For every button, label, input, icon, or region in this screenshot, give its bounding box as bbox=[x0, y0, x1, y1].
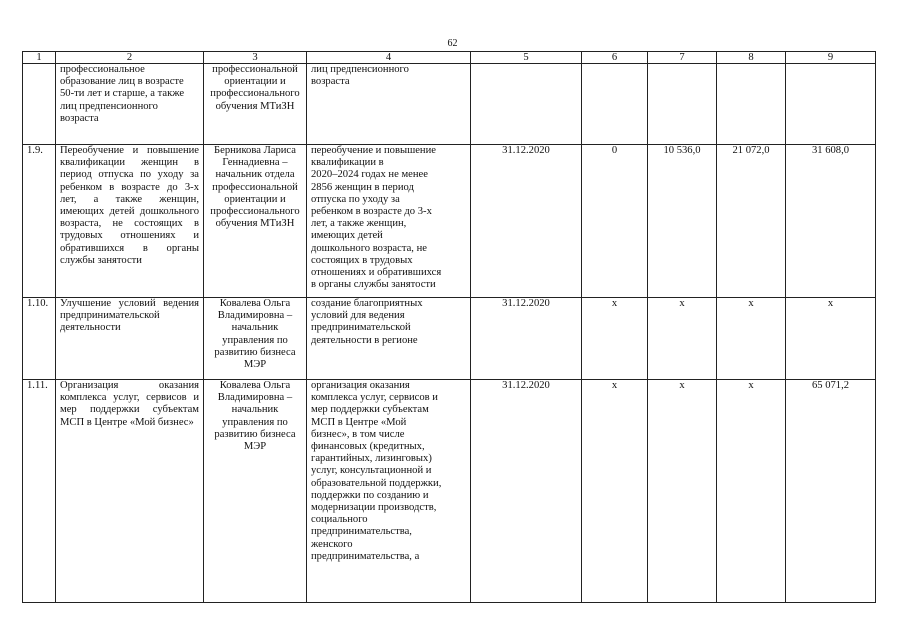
expected-result: организация оказания комплекса услуг, сервисов и мер поддержки субъектам МСП в Центре «Мой бизнес», в том числе финансовых (кредитных, гарантийных, лизинговых) услуг, консультационной и образовательной поддержки, поддержки по созданию и модернизации производств, социального предпринимательства, женского предпринимательства, а bbox=[307, 380, 471, 603]
page-number: 62 bbox=[447, 38, 458, 49]
header-cell: 9 bbox=[786, 52, 876, 64]
row-number: 1.11. bbox=[23, 380, 56, 603]
header-cell: 5 bbox=[471, 52, 582, 64]
expected-result: создание благоприятных условий для ведения предпринимательской деятельности в регионе bbox=[307, 298, 471, 380]
row-number: 1.10. bbox=[23, 298, 56, 380]
deadline: 31.12.2020 bbox=[471, 145, 582, 298]
header-cell: 8 bbox=[717, 52, 786, 64]
responsible-person: Ковалева Ольга Владимировна – начальник управления по развитию бизнеса МЭР bbox=[204, 380, 307, 603]
table-row bbox=[23, 145, 876, 298]
value-col7: х bbox=[648, 380, 717, 603]
row-number: 1.9. bbox=[23, 145, 56, 298]
table-row bbox=[23, 64, 876, 145]
activity-name: Организация оказания комплекса услуг, сервисов и мер поддержки субъектам МСП в Центре «Мой бизнес» bbox=[56, 380, 204, 603]
expected-result: переобучение и повышение квалификации в 2020–2024 годах не менее 2856 женщин в период отпуска по уходу за ребенком в возрасте до 3-х лет, а также женщин, имеющих детей дошкольного возраста, не состоящих в трудовых отношениях и обратившихся в органы службы занятости bbox=[307, 145, 471, 298]
value-col9: х bbox=[786, 298, 876, 380]
header-cell: 6 bbox=[582, 52, 648, 64]
header-cell: 7 bbox=[648, 52, 717, 64]
value-col7 bbox=[648, 64, 717, 145]
header-cell: 3 bbox=[204, 52, 307, 64]
header-cell: 2 bbox=[56, 52, 204, 64]
deadline: 31.12.2020 bbox=[471, 380, 582, 603]
deadline bbox=[471, 64, 582, 145]
activity-name: профессиональное образование лиц в возрасте 50-ти лет и старше, а также лиц предпенсионного возраста bbox=[56, 64, 204, 145]
value-col9: 31 608,0 bbox=[786, 145, 876, 298]
value-col7: х bbox=[648, 298, 717, 380]
value-col6: 0 bbox=[582, 145, 648, 298]
value-col8: х bbox=[717, 380, 786, 603]
value-col8: х bbox=[717, 298, 786, 380]
value-col9: 65 071,2 bbox=[786, 380, 876, 603]
header-cell: 4 bbox=[307, 52, 471, 64]
header-cell: 1 bbox=[23, 52, 56, 64]
activities-table bbox=[22, 51, 876, 603]
expected-result: лиц предпенсионного возраста bbox=[307, 64, 471, 145]
row-number bbox=[23, 64, 56, 145]
responsible-person: профессиональной ориентации и профессионального обучения МТиЗН bbox=[204, 64, 307, 145]
value-col6: х bbox=[582, 380, 648, 603]
value-col8 bbox=[717, 64, 786, 145]
value-col6 bbox=[582, 64, 648, 145]
value-col8: 21 072,0 bbox=[717, 145, 786, 298]
value-col6: х bbox=[582, 298, 648, 380]
responsible-person: Ковалева Ольга Владимировна – начальник управления по развитию бизнеса МЭР bbox=[204, 298, 307, 380]
header-row bbox=[23, 52, 876, 64]
activity-name: Переобучение и повышение квалификации женщин в период отпуска по уходу за ребенком в возрасте до 3-х лет, а также женщин, имеющих детей дошкольного возраста, не состоящих в трудовых отношениях и обратившихся в органы службы занятости bbox=[56, 145, 204, 298]
value-col7: 10 536,0 bbox=[648, 145, 717, 298]
deadline: 31.12.2020 bbox=[471, 298, 582, 380]
table-row bbox=[23, 298, 876, 380]
activity-name: Улучшение условий ведения предпринимательской деятельности bbox=[56, 298, 204, 380]
table-row bbox=[23, 380, 876, 603]
responsible-person: Берникова Лариса Геннадиевна – начальник отдела профессиональной ориентации и профессионального обучения МТиЗН bbox=[204, 145, 307, 298]
value-col9 bbox=[786, 64, 876, 145]
